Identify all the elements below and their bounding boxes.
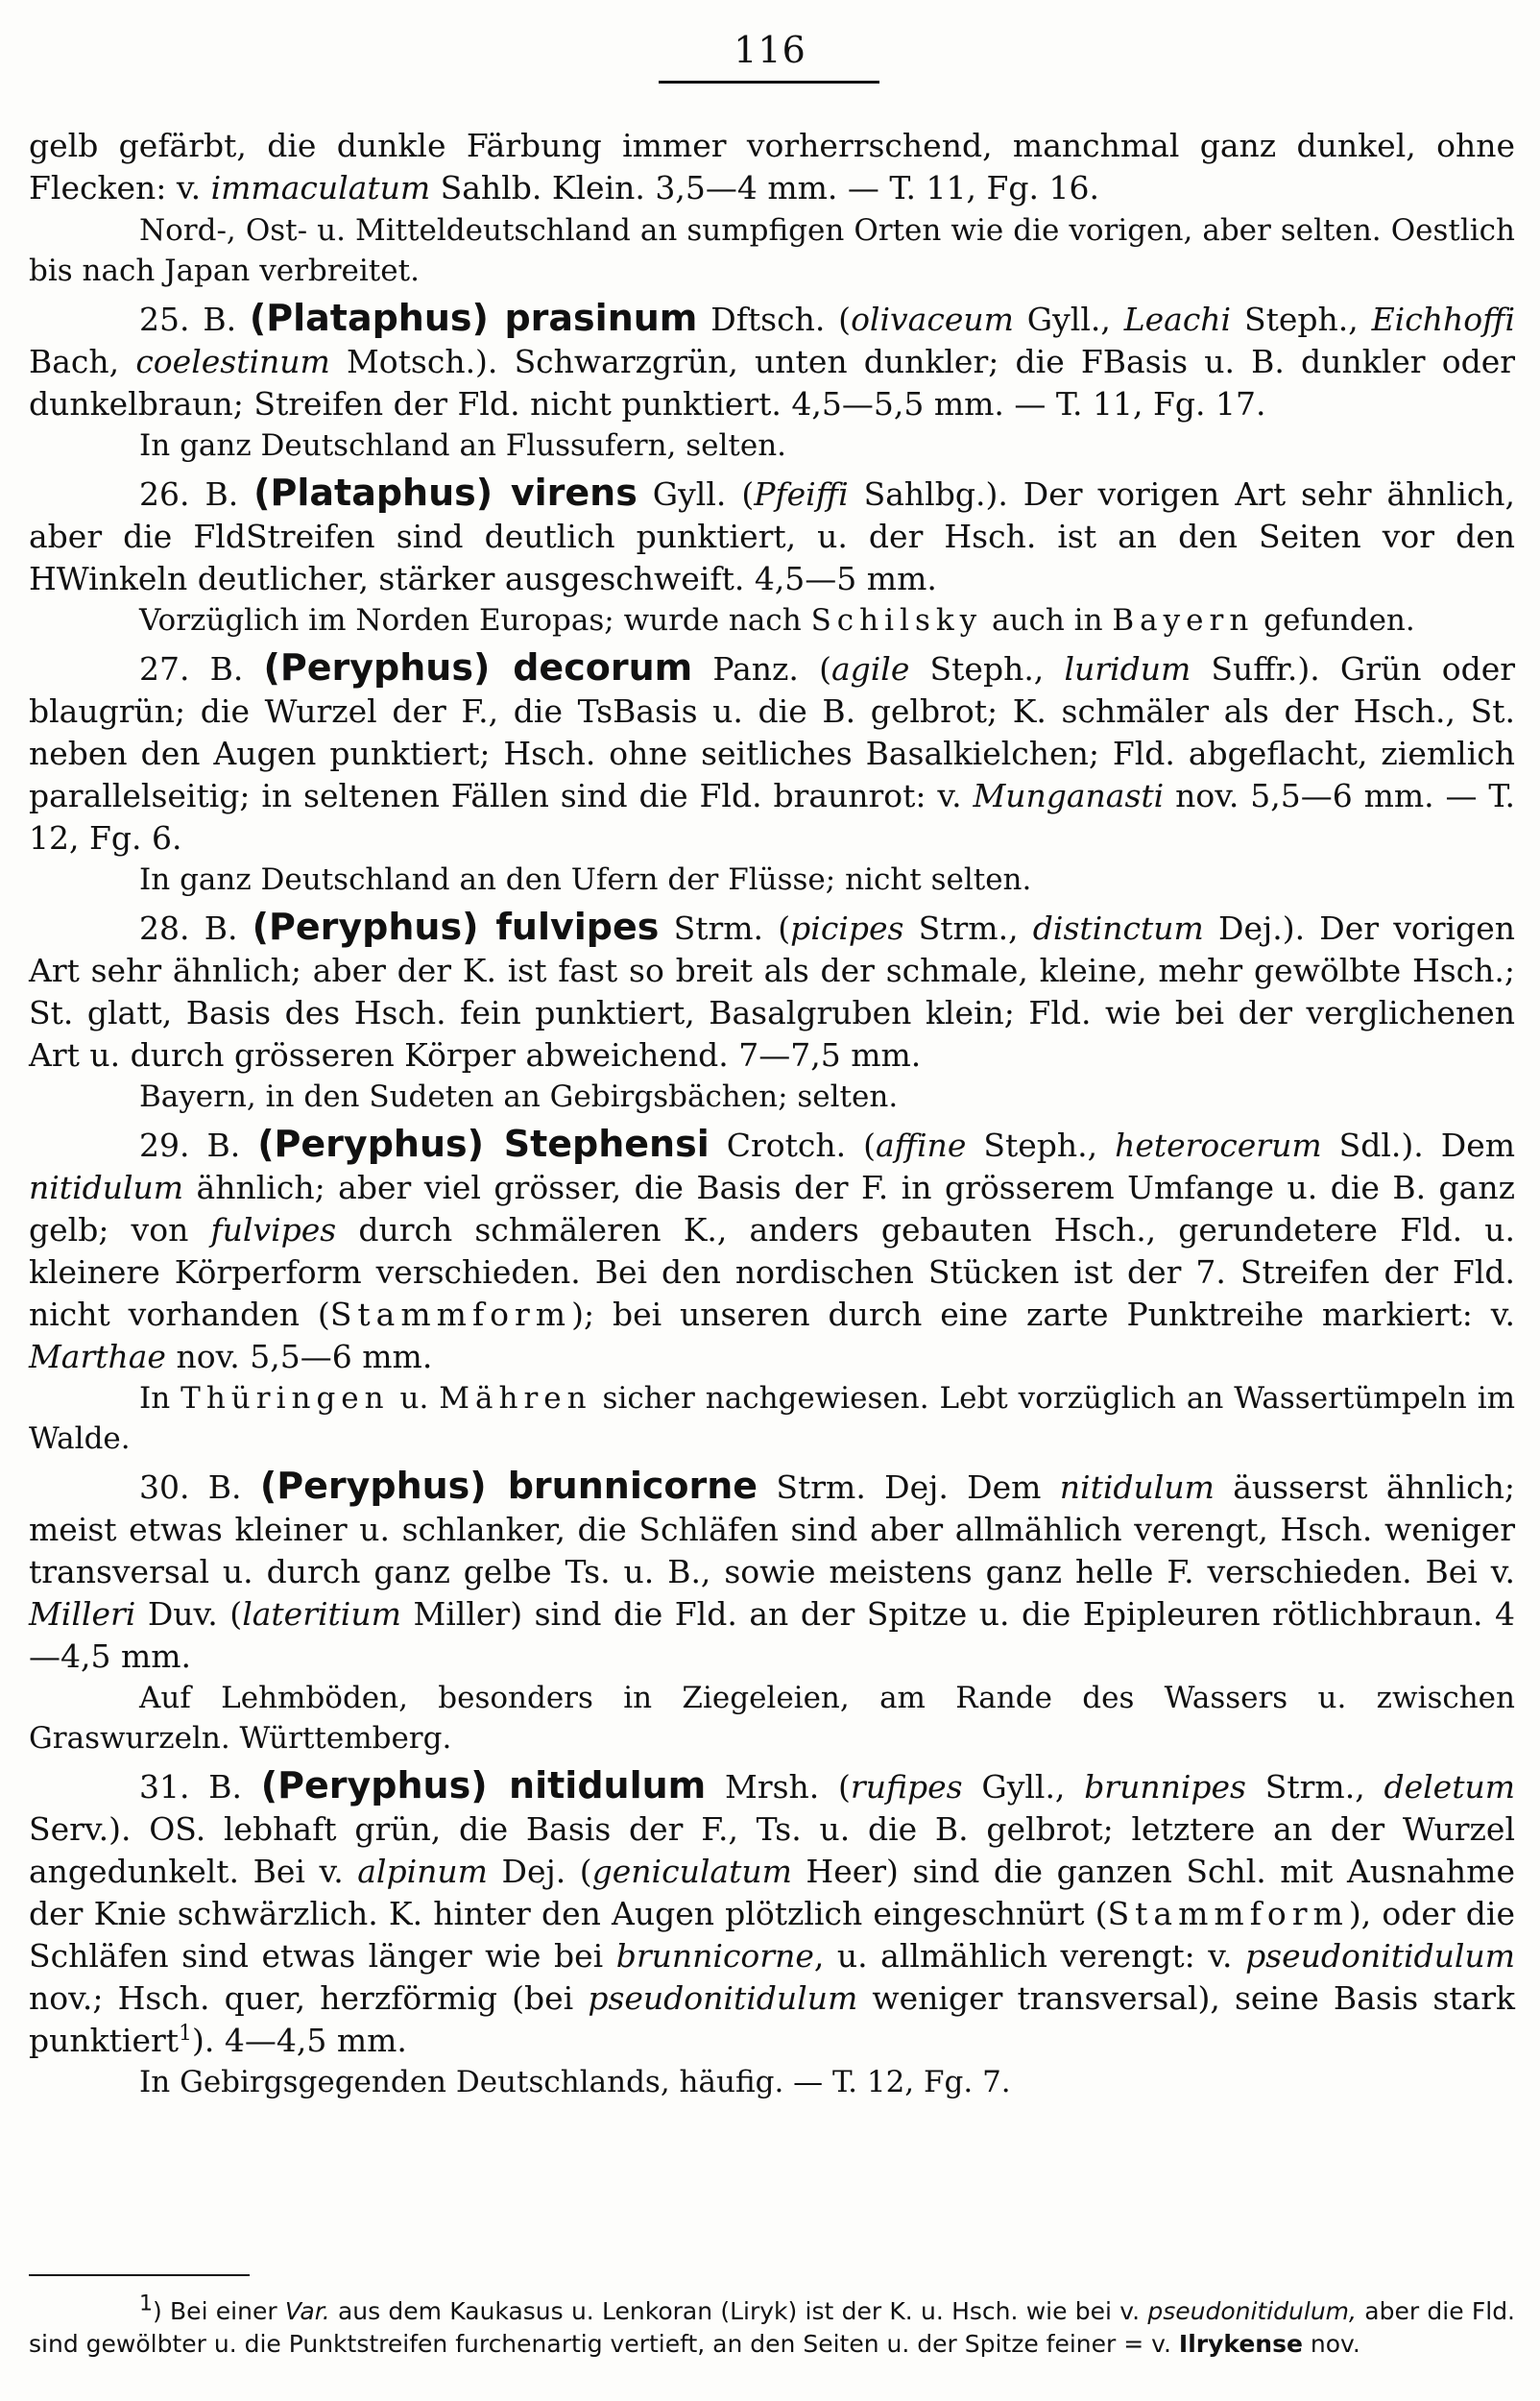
entry-number: 29. B. — [139, 1127, 241, 1164]
synonym: luridum — [1064, 650, 1191, 688]
synonym: Eichhoffi — [1371, 301, 1515, 338]
species-entry: 30. B. (Peryphus) brunnicorne Strm. Dej. Dem nitidulum äusserst ähnlich; meist etwas kleiner u. schlanker, die Schläfen sind aber allmählich verengt, Hsch. weniger transversal u. durch ganz gelbe Ts. u. B., sowie meistens ganz helle F. verschieden. Bei v. Milleri Duv. (lateritium Miller) sind die Fld. an der Spitze u. die Epipleuren rötlichbraun. 4—4,5 mm. — [29, 1465, 1515, 1675]
species-name: (Plataphus) prasinum — [249, 297, 698, 339]
variety-name: pseudonitidulum — [588, 1979, 858, 2017]
variety-name: Milleri — [29, 1595, 136, 1633]
distribution-note: In Gebirgsgegenden Deutschlands, häufig. — T. 12, Fg. 7. — [139, 2065, 1011, 2099]
species-name: (Peryphus) decorum — [263, 646, 693, 689]
species-reference: nitidulum — [1059, 1468, 1215, 1506]
species-entry: 27. B. (Peryphus) decorum Panz. (agile Steph., luridum Suffr.). Grün oder blaugrün; die Wurzel der F., die TsBasis u. die B. gelbrot; K. schmäler als der Hsch., St. neben den Augen punktiert; Hsch. ohne seitliches Basalkielchen; Fld. abgeflacht, ziemlich parallelseitig; in seltenen Fällen sind die Fld. braunrot: v. Munganasti nov. 5,5—6 mm. — T. 12, Fg. 6. — [29, 646, 1515, 857]
synonym: distinctum — [1032, 909, 1204, 947]
synonym: affine — [875, 1127, 967, 1164]
distribution-note: In Thüringen u. Mähren sicher nachgewiesen. Lebt vorzüglich an Wassertümpeln im Walde. — [29, 1381, 1515, 1456]
species-entry: 25. B. (Plataphus) prasinum Dftsch. (olivaceum Gyll., Leachi Steph., Eichhoffi Bach, coelestinum Motsch.). Schwarzgrün, unten dunkler; die FBasis u. B. dunkler oder dunkelbraun; Streifen der Fld. nicht punktiert. 4,5—5,5 mm. — T. 11, Fg. 17. — [29, 297, 1515, 423]
variety-name: immaculatum — [210, 169, 431, 206]
synonym: lateritium — [242, 1595, 401, 1633]
synonym: brunnipes — [1084, 1768, 1246, 1806]
footnote-marker: 1 — [179, 2022, 193, 2046]
synonym: agile — [830, 650, 910, 688]
entry-number: 27. B. — [139, 650, 244, 688]
distribution-note: In ganz Deutschland an Flussufern, selten. — [139, 428, 787, 463]
species-entry: 28. B. (Peryphus) fulvipes Strm. (picipes Strm., distinctum Dej.). Der vorigen Art sehr ähnlich; aber der K. ist fast so breit als der schmale, kleine, mehr gewölbte Hsch.; St. glatt, Basis des Hsch. fein punktiert, Basalgruben klein; Fld. wie bei der verglichenen Art u. durch grösseren Körper abweichend. 7—7,5 mm. — [29, 906, 1515, 1074]
variety-name: Munganasti — [973, 777, 1165, 814]
distribution-note: Vorzüglich im Norden Europas; wurde nach Schilsky auch in Bayern gefunden. — [139, 603, 1415, 638]
species-entry: 31. B. (Peryphus) nitidulum Mrsh. (rufipes Gyll., brunnipes Strm., deletum Serv.). OS. lebhaft grün, die Basis der F., Ts. u. die B. gelbrot; letztere an der Wurzel angedunkelt. Bei v. alpinum Dej. (geniculatum Heer) sind die ganzen Schl. mit Ausnahme der Knie schwärzlich. K. hinter den Augen plötzlich eingeschnürt (Stammform), oder die Schläfen sind etwas länger wie bei brunnicorne, u. allmählich verengt: v. pseudonitidulum nov.; Hsch. quer, herzförmig (bei pseudonitidulum weniger transversal), seine Basis stark punktiert$^1$). 4—4,5 mm. — [29, 1764, 1515, 2059]
continued-paragraph — [29, 125, 1515, 209]
synonym: olivaceum — [851, 301, 1014, 338]
species-reference: brunnicorne — [615, 1937, 814, 1975]
entry-number: 31. B. — [139, 1768, 242, 1806]
distribution-note: Auf Lehmböden, besonders in Ziegeleien, am Rande des Wassers u. zwischen Graswurzeln. Württemberg. — [29, 1681, 1515, 1756]
species-entry: 26. B. (Plataphus) virens Gyll. (Pfeiffi Sahlbg.). Der vorigen Art sehr ähnlich, aber die FldStreifen sind deutlich punktiert, u. der Hsch. ist an den Seiten vor den HWinkeln deutlicher, stärker ausgeschweift. 4,5—5 mm. — [29, 472, 1515, 597]
species-name: (Peryphus) brunnicorne — [259, 1465, 758, 1507]
species-entry: 29. B. (Peryphus) Stephensi Crotch. (affine Steph., heterocerum Sdl.). Dem nitidulum ähnlich; aber viel grösser, die Basis der F. in grösserem Umfange u. die B. ganz gelb; von fulvipes durch schmäleren K., anders gebauten Hsch., gerundetere Fld. u. kleinere Körperform verschieden. Bei den nordischen Stücken ist der 7. Streifen der Fld. nicht vorhanden (Stammform); bei unseren durch eine zarte Punktreihe markiert: v. Marthae nov. 5,5—6 mm. — [29, 1123, 1516, 1375]
variety-name: pseudonitidulum — [1245, 1937, 1515, 1975]
species-name: (Peryphus) nitidulum — [260, 1764, 707, 1807]
synonym: picipes — [790, 909, 904, 947]
text-run: gelb gefärbt, die dunkle Färbung immer vorherrschend, manchmal ganz dunkel, ohne Flecken: v. — [29, 127, 1515, 206]
variety-name: Marthae — [29, 1338, 166, 1375]
footnote: $^1$) Bei einer Var. aus dem Kaukasus u. Lenkoran (Liryk) ist der K. u. Hsch. wie bei v. pseudonitidulum, aber die Fld. sind gewölbter u. die Punktstreifen furchenartig vertieft, an den Seiten u. der Spitze feiner = v. Ilrykense nov. — [29, 2292, 1516, 2358]
species-name: (Peryphus) fulvipes — [252, 906, 660, 948]
species-reference: fulvipes — [210, 1211, 337, 1249]
species-name: (Peryphus) Stephensi — [257, 1123, 710, 1165]
synonym: geniculatum — [591, 1853, 792, 1890]
entry-number: 30. B. — [139, 1468, 242, 1506]
variety-name: alpinum — [357, 1853, 488, 1890]
entry-number: 26. B. — [139, 475, 239, 513]
synonym: Leachi — [1123, 301, 1232, 338]
entry-number: 28. B. — [139, 909, 238, 947]
footnote-rule — [29, 2274, 250, 2276]
page-number: 116 — [734, 29, 806, 71]
footnote-number: 1 — [139, 2292, 153, 2316]
synonym: heterocerum — [1115, 1127, 1322, 1164]
header-rule — [659, 81, 879, 84]
variety-name: Ilrykense — [1178, 2330, 1303, 2358]
text-run: Sahlb. Klein. 3,5—4 mm. — T. 11, Fg. 16. — [430, 169, 1099, 206]
synonym: coelestinum — [135, 343, 330, 380]
entry-number: 25. B. — [139, 301, 237, 338]
synonym: Pfeiffi — [754, 475, 849, 513]
species-reference: nitidulum — [29, 1169, 184, 1206]
synonym: deletum — [1384, 1768, 1515, 1806]
distribution-note: Nord-, Ost- u. Mitteldeutschland an sumpfigen Orten wie die vorigen, aber selten. Oestlich bis nach Japan verbreitet. — [29, 213, 1515, 288]
distribution-note: In ganz Deutschland an den Ufern der Flüsse; nicht selten. — [139, 862, 1032, 897]
species-name: (Plataphus) virens — [253, 472, 638, 514]
body-text — [29, 125, 1515, 2102]
synonym: rufipes — [850, 1768, 963, 1806]
distribution-note: Bayern, in den Sudeten an Gebirgsbächen; selten. — [139, 1079, 899, 1114]
